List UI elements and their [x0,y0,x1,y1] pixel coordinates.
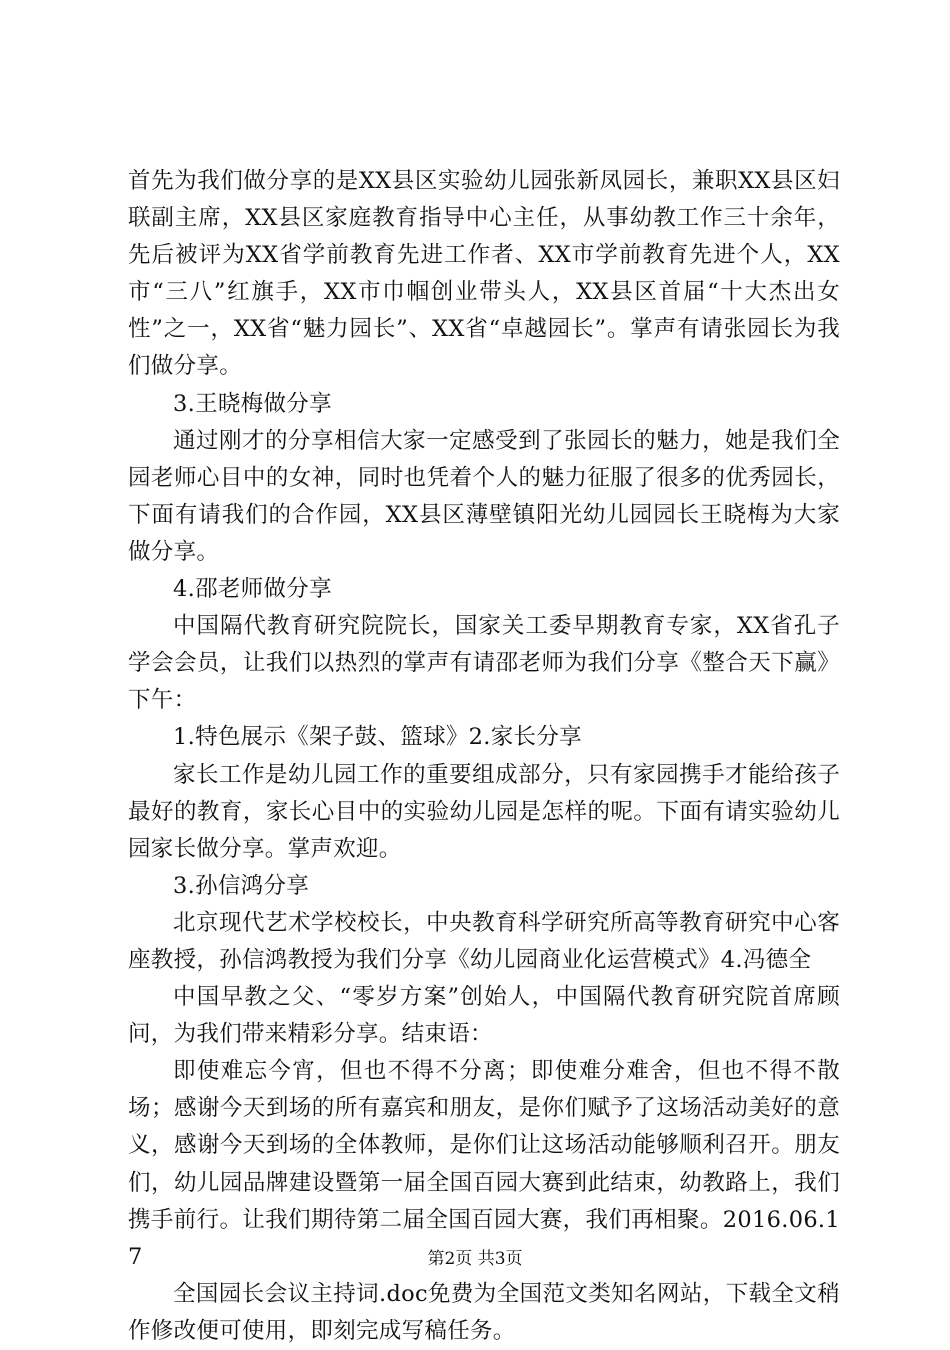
paragraph-wang-xiaomei: 通过刚才的分享相信大家一定感受到了张园长的魅力，她是我们全园老师心目中的女神，同时也凭着个人的魅力征服了很多的优秀园长，下面有请我们的合作园，XX县区薄壁镇阳光幼儿园园长王晓梅为大家做分享。 [128,427,840,565]
paragraph-closing-remarks: 即使难忘今宵，但也不得不分离；即使难分难舍，但也不得不散场；感谢今天到场的所有嘉宾和朋友，是你们赋予了这场活动美好的意义，感谢今天到场的全体教师，是你们让这场活动能够顺利召开。朋友们，幼儿园品牌建设暨第一届全国百园大赛到此结束，幼教路上，我们携手前行。让我们期待第二届全国百园大赛，我们再相聚。2016.06.17 [128,1058,840,1270]
paragraph-feng-dequan: 中国早教之父、“零岁方案”创始人，中国隔代教育研究院首席顾问，为我们带来精彩分享。结束语： [128,984,840,1048]
document-body [128,163,840,1350]
paragraph-site-note: 全国园长会议主持词.doc免费为全国范文类知名网站，下载全文稍作修改便可使用，即刻完成写稿任务。 [128,1280,840,1344]
heading-teacher-shao: 4.邵老师做分享 [173,576,332,603]
page-number-footer: 第2页 共3页 [427,1249,523,1269]
paragraph-parent-sharing: 家长工作是幼儿园工作的重要组成部分，只有家园携手才能给孩子最好的教育，家长心目中的实验幼儿园是怎样的呢。下面有请实验幼儿园家长做分享。掌声欢迎。 [128,761,840,862]
heading-sun-xinhong: 3.孙信鸿分享 [173,872,310,899]
paragraph-intro-zhang: 首先为我们做分享的是XX县区实验幼儿园张新凤园长，兼职XX县区妇联副主席，XX县区家庭教育指导中心主任，从事幼教工作三十余年，先后被评为XX省学前教育先进工作者、XX市学前教育先进个人，XX市“三八”红旗手，XX市巾帼创业带头人，XX县区首届“十大杰出女性”之一，XX省“魅力园长”、XX省“卓越园长”。掌声有请张园长为我们做分享。 [128,168,840,380]
paragraph-sun-xinhong: 北京现代艺术学校校长，中央教育科学研究所高等教育研究中心客座教授，孙信鸿教授为我们分享《幼儿园商业化运营模式》4.冯德全 [128,909,840,973]
paragraph-teacher-shao: 中国隔代教育研究院院长，国家关工委早期教育专家，XX省孔子学会会员，让我们以热烈的掌声有请邵老师为我们分享《整合天下赢》下午： [128,613,840,714]
heading-afternoon-program: 1.特色展示《架子鼓、篮球》2.家长分享 [173,724,582,751]
heading-wang-xiaomei: 3.王晓梅做分享 [173,390,332,417]
